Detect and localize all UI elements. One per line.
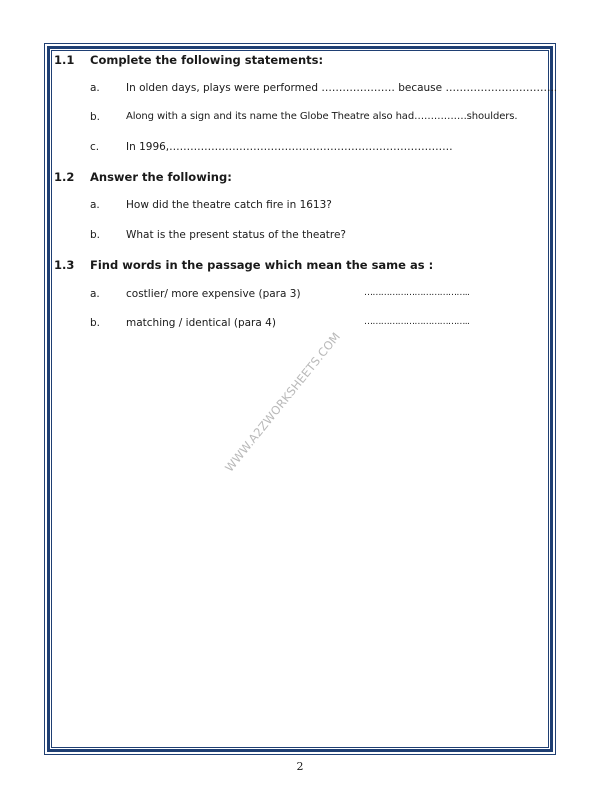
- item-letter: b.: [90, 317, 101, 329]
- section-title: Find words in the passage which mean the same as :: [90, 258, 434, 272]
- answer-blank: ………………………………..: [364, 317, 470, 327]
- answer-blank: ………………………………..: [364, 288, 470, 298]
- item-text: In olden days, plays were performed ………………… because …………………………..: [126, 82, 558, 94]
- item-letter: a.: [90, 199, 100, 211]
- page-number: 2: [296, 760, 304, 773]
- section-number: 1.2: [54, 170, 75, 184]
- section-title: Complete the following statements:: [90, 53, 324, 67]
- item-letter: c.: [90, 141, 100, 153]
- section-number: 1.3: [54, 258, 75, 272]
- item-text: What is the present status of the theatre?: [126, 229, 347, 241]
- item-text: costlier/ more expensive (para 3): [126, 288, 301, 300]
- item-text: In 1996,………………………………………………………………………: [126, 141, 453, 153]
- section-number: 1.1: [54, 53, 75, 67]
- page-border-inner: [51, 50, 549, 748]
- item-letter: a.: [90, 288, 100, 300]
- section-title: Answer the following:: [90, 170, 232, 184]
- item-letter: a.: [90, 82, 100, 94]
- item-text: matching / identical (para 4): [126, 317, 276, 329]
- item-text: Along with a sign and its name the Globe Theatre also had…………….shoulders.: [126, 111, 518, 122]
- item-text: How did the theatre catch fire in 1613?: [126, 199, 332, 211]
- item-letter: b.: [90, 111, 101, 123]
- watermark: WWW.A2ZWORKSHEETS.COM: [222, 329, 344, 475]
- item-letter: b.: [90, 229, 101, 241]
